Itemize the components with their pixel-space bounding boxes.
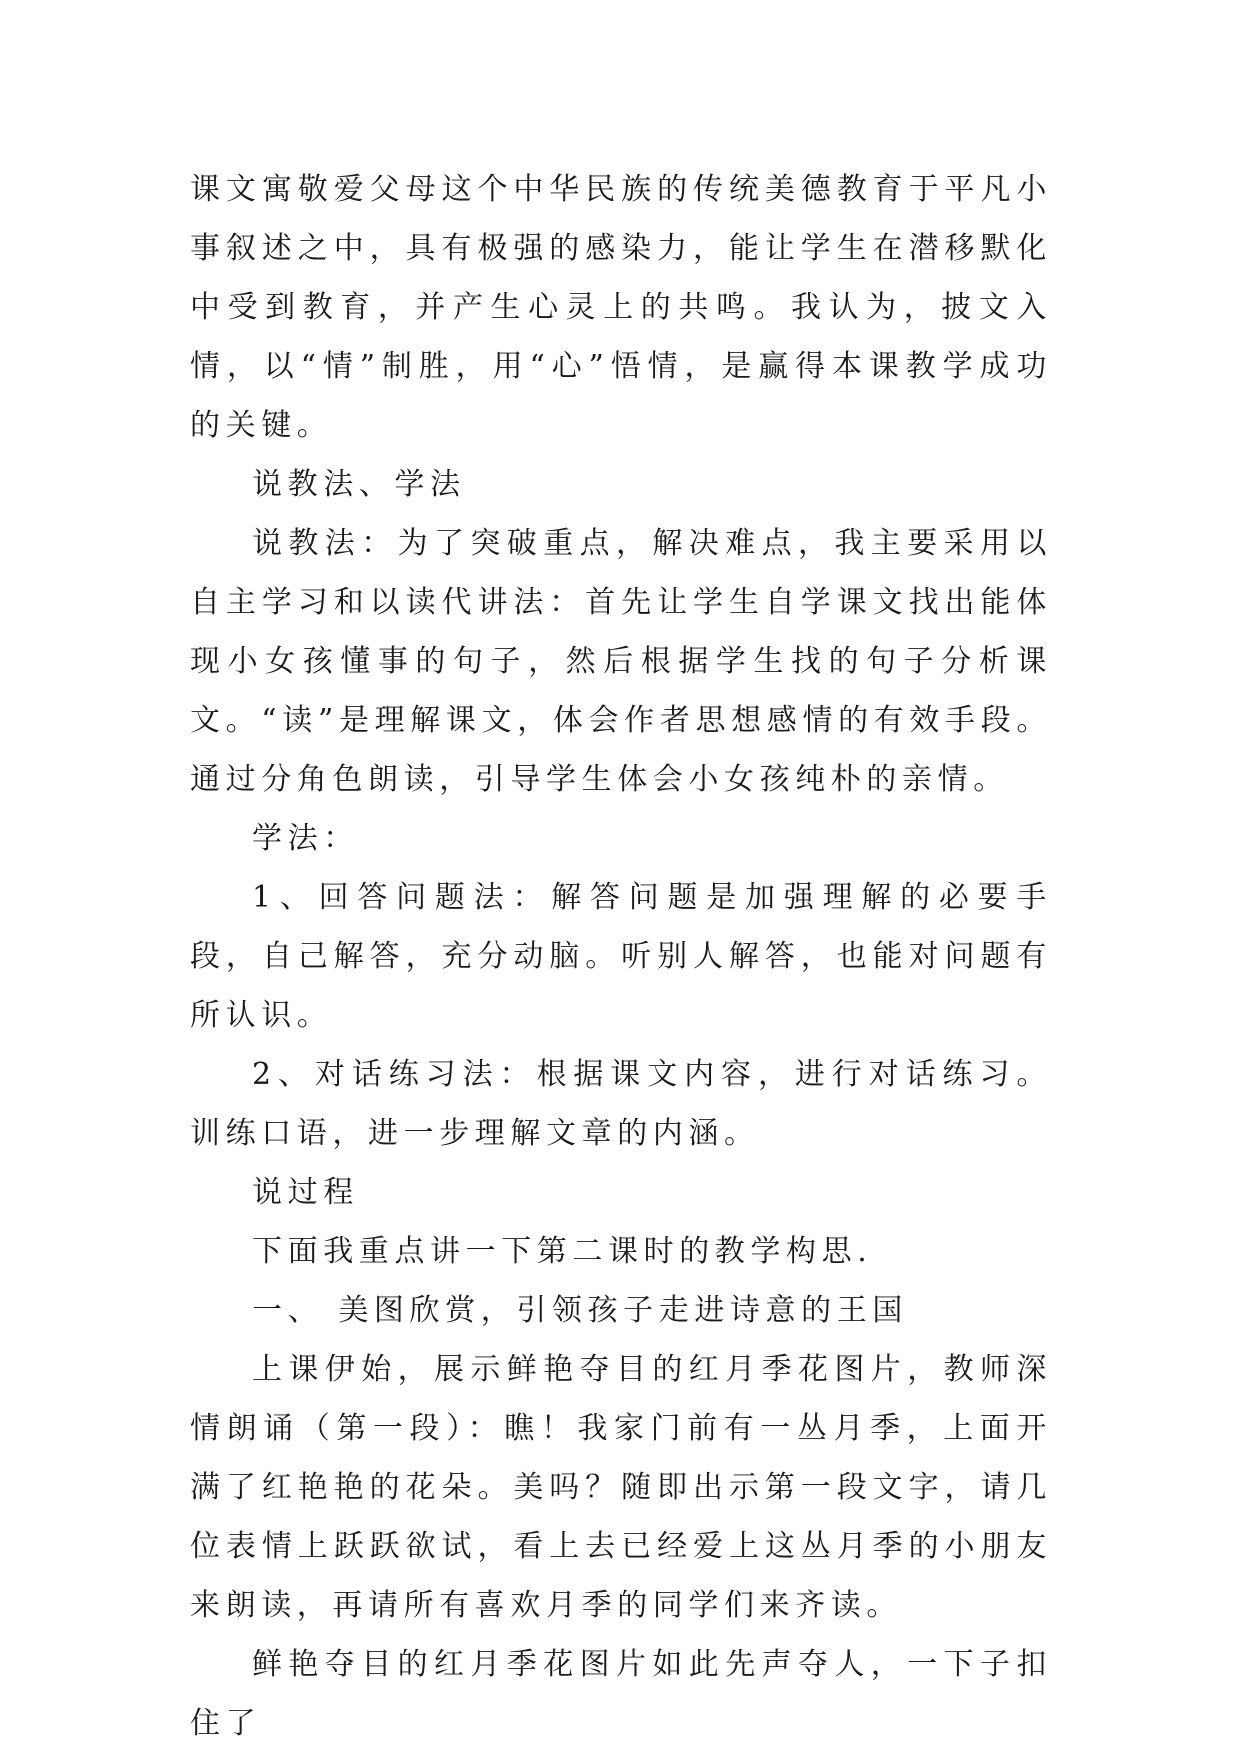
list-item-dialogue-practice: 2、对话练习法：根据课文内容，进行对话练习。训练口语，进一步理解文章的内涵。	[190, 1057, 1052, 1151]
document-body	[190, 160, 1052, 1753]
heading-learning-method: 学法：	[252, 821, 359, 856]
paragraph-class-opening: 上课伊始，展示鲜艳夺目的红月季花图片，教师深情朗诵（第一段）：瞧！我家门前有一丛月季，上面开满了红艳艳的花朵。美吗？随即出示第一段文字，请几位表情上跃跃欲试，看上去已经爱上这丛月季的小朋友来朗读，再请所有喜欢月季的同学们来齐读。	[190, 1352, 1052, 1623]
section-heading-one: 一、 美图欣赏，引领孩子走进诗意的王国	[252, 1293, 908, 1328]
heading-process: 说过程	[252, 1175, 359, 1210]
paragraph-teaching-method: 说教法：为了突破重点，解决难点，我主要采用以自主学习和以读代讲法：首先让学生自学课文找出能体现小女孩懂事的句子，然后根据学生找的句子分析课文。“读”是理解课文，体会作者思想感情的有效手段。通过分角色朗读，引导学生体会小女孩纯朴的亲情。	[190, 526, 1052, 797]
paragraph-rose-picture: 鲜艳夺目的红月季花图片如此先声夺人，一下子扣住了	[190, 1647, 1052, 1741]
heading-teaching-methods: 说教法、学法	[252, 467, 466, 502]
paragraph-intro: 课文寓敬爱父母这个中华民族的传统美德教育于平凡小事叙述之中，具有极强的感染力，能让学生在潜移默化中受到教育，并产生心灵上的共鸣。我认为，披文入情，以“情”制胜，用“心”悟情，是赢得本课教学成功的关键。	[190, 172, 1052, 443]
paragraph-second-lesson: 下面我重点讲一下第二课时的教学构思.	[252, 1234, 873, 1269]
list-item-answer-questions: 1、回答问题法：解答问题是加强理解的必要手段，自己解答，充分动脑。听别人解答，也能对问题有所认识。	[190, 880, 1052, 1033]
